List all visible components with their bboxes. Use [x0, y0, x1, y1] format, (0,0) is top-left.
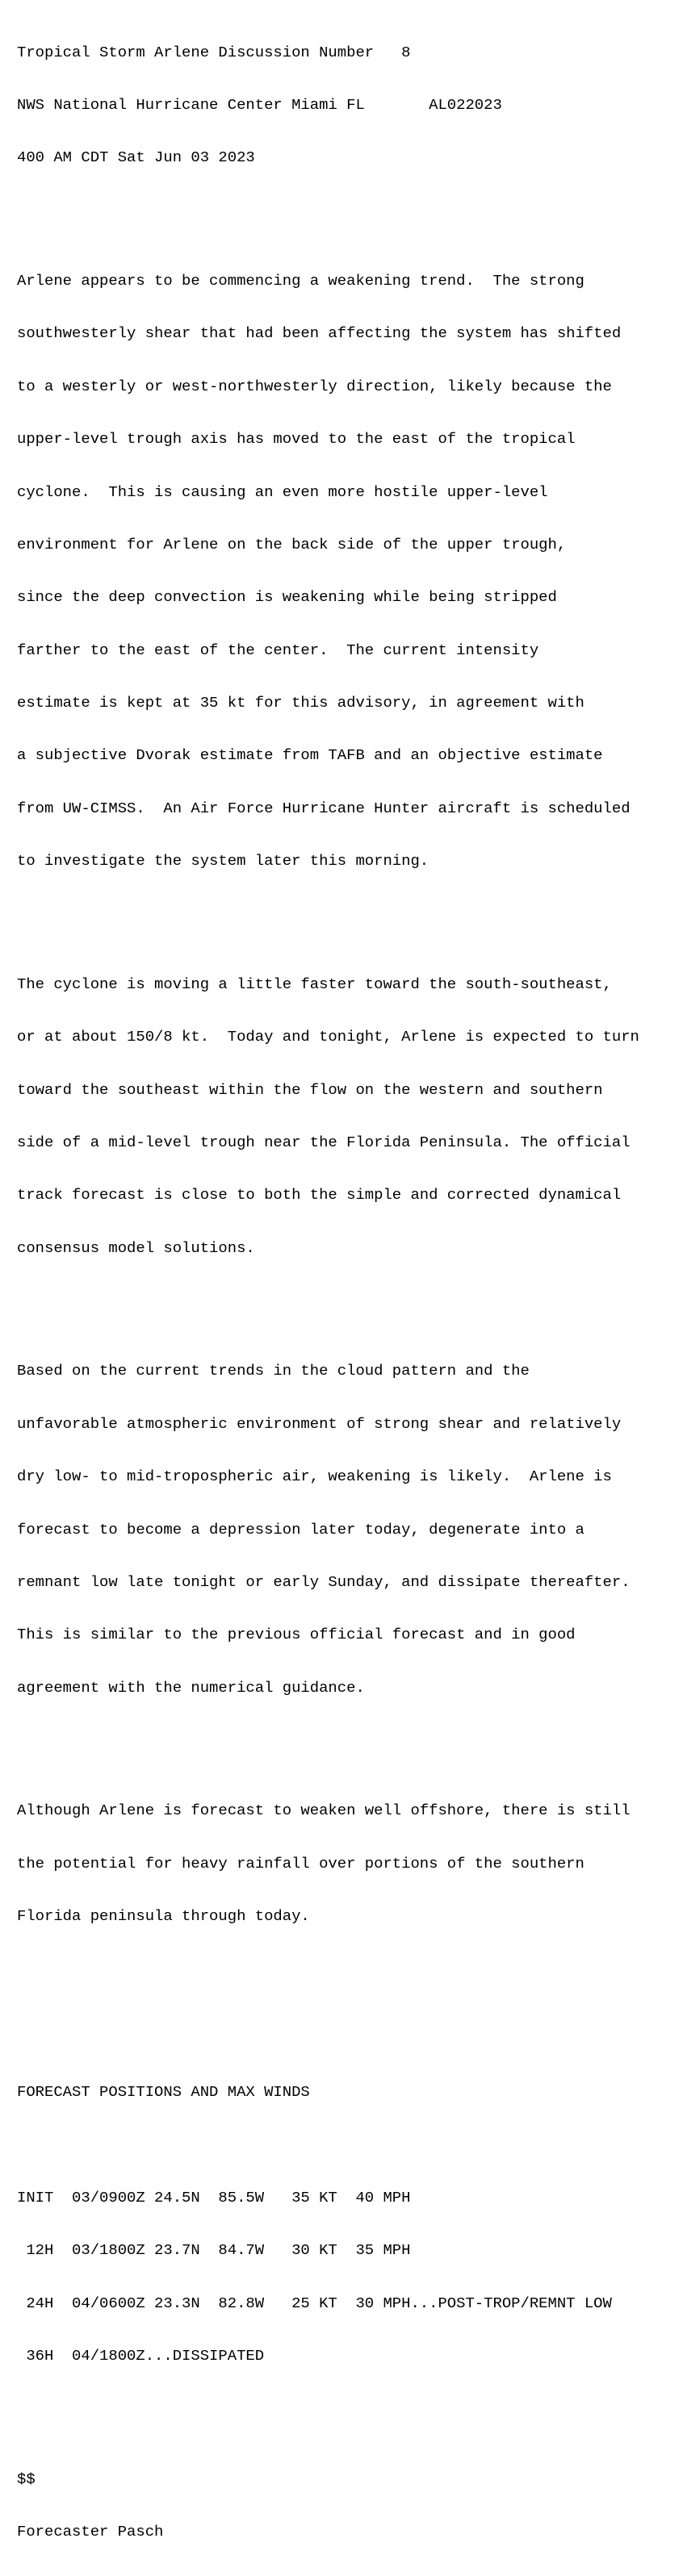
paragraph-2-line: or at about 150/8 kt. Today and tonight, Arlene is expected to turn [17, 1028, 639, 1046]
paragraph-1-line: cyclone. This is causing an even more hostile upper-level [17, 482, 548, 501]
paragraph-2-line: toward the southeast within the flow on the western and southern [17, 1080, 603, 1099]
paragraph-4-line: the potential for heavy rainfall over portions of the southern [17, 1854, 585, 1873]
discussion-text [17, 9, 639, 2576]
paragraph-2-line: side of a mid-level trough near the Florida Peninsula. The official [17, 1134, 631, 1151]
forecaster-signature: Forecaster Pasch [17, 2522, 164, 2541]
end-marker: $$ [17, 2470, 36, 2488]
forecast-row: 12H 03/1800Z 23.7N 84.7W 30 KT 35 MPH [17, 2241, 411, 2260]
paragraph-3-line: forecast to become a depression later today, degenerate into a [17, 1520, 585, 1539]
paragraph-3-line: dry low- to mid-tropospheric air, weakening is likely. Arlene is [17, 1468, 612, 1486]
paragraph-3-line: Based on the current trends in the cloud pattern and the [17, 1362, 530, 1380]
paragraph-2-line: The cyclone is moving a little faster toward the south-southeast, [17, 975, 612, 993]
forecast-row: INIT 03/0900Z 24.5N 85.5W 35 KT 40 MPH [17, 2188, 411, 2207]
paragraph-1-line: since the deep convection is weakening while being stripped [17, 588, 557, 607]
paragraph-1-line: a subjective Dvorak estimate from TAFB and an objective estimate [17, 746, 603, 765]
paragraph-1-line: Arlene appears to be commencing a weakening trend. The strong [17, 271, 585, 290]
blank-line [17, 906, 639, 924]
forecast-row: 36H 04/1800Z...DISSIPATED [17, 2346, 265, 2365]
paragraph-4-line: Although Arlene is forecast to weaken well offshore, there is still [17, 1802, 631, 1820]
paragraph-3-line: agreement with the numerical guidance. [17, 1678, 365, 1697]
paragraph-3-line: This is similar to the previous official forecast and in good [17, 1626, 576, 1644]
blank-line [17, 2400, 639, 2418]
header-issued: 400 AM CDT Sat Jun 03 2023 [17, 148, 255, 167]
paragraph-1-line: from UW-CIMSS. An Air Force Hurricane Hunter aircraft is scheduled [17, 799, 631, 817]
paragraph-1-line: southwesterly shear that had been affecting the system has shifted [17, 324, 622, 343]
blank-line [17, 1960, 639, 1978]
paragraph-4-line: Florida peninsula through today. [17, 1907, 310, 1926]
blank-line [17, 2136, 639, 2154]
forecast-row: 24H 04/0600Z 23.3N 82.8W 25 KT 30 MPH...POST-TROP/REMNT LOW [17, 2294, 612, 2312]
forecast-heading: FORECAST POSITIONS AND MAX WINDS [17, 2083, 310, 2102]
paragraph-2-line: track forecast is close to both the simple and corrected dynamical [17, 1186, 622, 1204]
paragraph-1-line: estimate is kept at 35 kt for this advisory, in agreement with [17, 694, 585, 712]
header-office: NWS National Hurricane Center Miami FL AL022023 [17, 95, 502, 114]
paragraph-1-line: to a westerly or west-northwesterly direction, likely because the [17, 377, 612, 395]
blank-line [17, 2014, 639, 2031]
paragraph-3-line: unfavorable atmospheric environment of strong shear and relatively [17, 1414, 622, 1433]
paragraph-3-line: remnant low late tonight or early Sunday, and dissipate thereafter. [17, 1572, 631, 1591]
blank-line [17, 202, 639, 220]
paragraph-1-line: farther to the east of the center. The current intensity [17, 641, 539, 659]
paragraph-1-line: upper-level trough axis has moved to the east of the tropical [17, 430, 576, 449]
paragraph-1-line: environment for Arlene on the back side of the upper trough, [17, 535, 567, 553]
blank-line [17, 1292, 639, 1310]
header-title: Tropical Storm Arlene Discussion Number 8 [17, 43, 411, 61]
blank-line [17, 1732, 639, 1750]
paragraph-1-line: to investigate the system later this morning. [17, 852, 429, 870]
paragraph-2-line: consensus model solutions. [17, 1238, 255, 1257]
